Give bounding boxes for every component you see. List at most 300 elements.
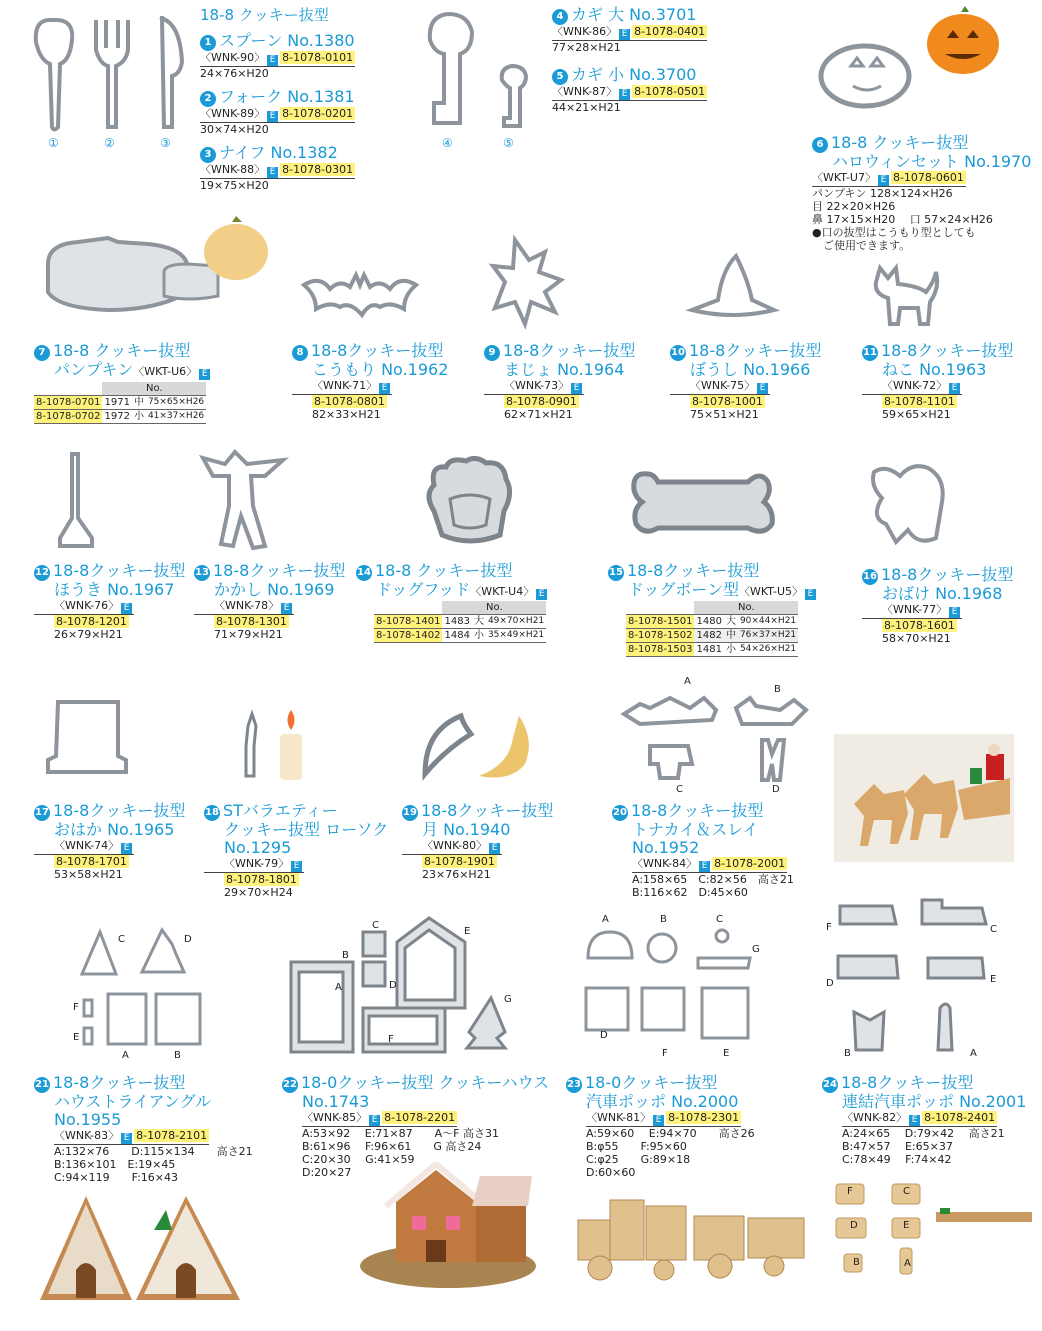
item-4-dims: 77×28×H21 (552, 41, 621, 54)
item-1-model: 〈WNK-90〉 (200, 51, 266, 64)
item-14-name2-line (356, 581, 549, 601)
item-2-badge: 2 (200, 91, 216, 107)
dog-paw-cutter-image (420, 455, 520, 550)
item-24-line-1: A:24×65 D:79×42 高さ21 (842, 1127, 1005, 1140)
item-14-row-1-dims: 49×70×H21 (486, 615, 546, 629)
item-15-row-1-dims: 90×44×H21 (738, 615, 798, 629)
e-icon: E (805, 589, 816, 600)
item-17-code (34, 839, 134, 855)
item-20-line-1: A:158×65 C:82×56 高さ21 (632, 873, 794, 886)
item-1-code (200, 51, 355, 67)
item-17-name1: 18-8クッキー抜型 (53, 801, 186, 820)
linked-train-cutters-image (832, 894, 1012, 1064)
item-1-title (200, 32, 355, 51)
item-23-line-2: B:φ55 F:95×60 (586, 1140, 687, 1153)
e-icon: E (489, 843, 500, 854)
item-15-name2-line (608, 581, 818, 601)
item-15-row-2-code: 8-1078-1502 (628, 630, 693, 641)
item-10-name1: 18-8クッキー抜型 (689, 341, 822, 360)
item-20-badge: 20 (612, 805, 628, 821)
item-6-line-1: パンプキン 128×124×H26 (812, 187, 953, 200)
item-15-row-1-code: 8-1078-1501 (628, 616, 693, 627)
item-1-3-block (200, 6, 355, 192)
item-8-model: 〈WNK-71〉 (312, 379, 378, 392)
item-15-row-2-size: 中 (725, 630, 736, 641)
item-14-badge: 14 (356, 565, 372, 581)
item-21-name2: ハウストライアングル (54, 1092, 212, 1111)
item-7-name2-line (34, 361, 212, 381)
item-12-block (34, 562, 185, 641)
item-10-badge: 10 (670, 345, 686, 361)
item-24-badge: 24 (822, 1077, 838, 1093)
label-b: B (853, 1257, 860, 1268)
item-15-badge: 15 (608, 565, 624, 581)
item-7-row-1-size: 中 (133, 397, 144, 408)
item-1-dims: 24×76×H20 (200, 67, 269, 80)
item-9-block (484, 342, 635, 421)
item-7-row-2-no: 1972 (104, 411, 130, 422)
label-b: B (844, 1048, 851, 1059)
label-b: B (174, 1050, 181, 1061)
item-9-name2: まじょ No.1964 (504, 360, 625, 379)
label-a: A (684, 676, 691, 687)
item-22-model: 〈WNK-85〉 (302, 1111, 368, 1124)
item-24-name2: 連結汽車ポッポ No.2001 (842, 1092, 1027, 1111)
e-icon: E (699, 861, 710, 872)
gingerbread-house-photo (356, 1162, 540, 1292)
item-15-row-3-code: 8-1078-1503 (628, 644, 693, 655)
item-19-name1: 18-8クッキー抜型 (421, 801, 554, 820)
label-f: F (826, 922, 832, 933)
item-23-code (586, 1111, 741, 1127)
item-3-code-value: 8-1078-0301 (282, 163, 354, 176)
table-row (374, 615, 546, 629)
table-row (374, 629, 546, 643)
cookie-train-photo (570, 1186, 810, 1288)
item-21-line-3: C:94×119 F:16×43 (54, 1171, 178, 1184)
gingerbread-triangle-house-photo (36, 1190, 246, 1310)
item-1-name: スプーン No.1380 (219, 31, 355, 50)
item-21-name1: 18-8クッキー抜型 (53, 1073, 186, 1092)
item-6-line-4: ●口の抜型はこうもり型としても (812, 226, 976, 239)
e-icon: E (267, 55, 278, 66)
item-7-row-1-dims: 75×65×H26 (146, 396, 206, 410)
item-23-line-3: C:φ25 G:89×18 (586, 1153, 691, 1166)
e-icon: E (281, 603, 292, 614)
item-18-dims: 29×70×H24 (224, 886, 293, 899)
item-16-name1: 18-8クッキー抜型 (881, 565, 1014, 584)
item-24-title (822, 1074, 1026, 1093)
item-24-code-value: 8-1078-2401 (924, 1111, 996, 1124)
item-21-code-value: 8-1078-2101 (136, 1129, 208, 1142)
circled-5: ⑤ (503, 136, 514, 150)
item-16-title (862, 566, 1013, 585)
item-14-row-1-code: 8-1078-1401 (376, 616, 441, 627)
item-1-code-value: 8-1078-0101 (282, 51, 354, 64)
table-row (626, 615, 798, 629)
label-a: A (335, 982, 342, 993)
item-15-row-1-no: 1480 (696, 616, 722, 627)
item-7-row-2-code: 8-1078-0702 (36, 411, 101, 422)
item-23-model: 〈WNK-81〉 (586, 1111, 652, 1124)
item-24-line-2: B:47×57 E:65×37 (842, 1140, 953, 1153)
item-14-row-2-code: 8-1078-1402 (376, 630, 441, 641)
item-5-model: 〈WNK-87〉 (552, 85, 618, 98)
item-11-block (862, 342, 1013, 421)
item-3-code (200, 163, 355, 179)
item-9-code (484, 379, 584, 395)
item-16-dims: 58×70×H21 (882, 632, 951, 645)
item-14-row-2-dims: 35×49×H21 (486, 629, 546, 643)
e-icon: E (619, 89, 630, 100)
item-8-dims: 82×33×H21 (312, 408, 381, 421)
label-e: E (464, 926, 471, 937)
reindeer-cookie-drawing (834, 734, 1014, 862)
item-21-badge: 21 (34, 1077, 50, 1093)
label-c: C (716, 914, 723, 925)
item-7-row-1-code: 8-1078-0701 (36, 397, 101, 408)
spoon-fork-knife-cutters-image (30, 12, 200, 132)
item-14-row-2-no: 1484 (444, 630, 470, 641)
e-icon: E (121, 1133, 132, 1144)
circled-4: ④ (442, 136, 453, 150)
item-5-code (552, 85, 707, 101)
item-1-badge: 1 (200, 35, 216, 51)
item-18-name1: STバラエティー (223, 801, 338, 820)
item-11-code (862, 379, 962, 395)
item-14-name2: ドッグフッド (376, 580, 471, 599)
broom-cutter-image (52, 448, 102, 553)
item-2-title (200, 88, 355, 107)
label-c: C (118, 934, 125, 945)
item-16-badge: 16 (862, 569, 878, 585)
item-10-dims: 75×51×H21 (690, 408, 759, 421)
item-11-code-value: 8-1078-1101 (884, 395, 955, 408)
label-c: C (372, 920, 379, 931)
item-13-badge: 13 (194, 565, 210, 581)
item-4-code-value: 8-1078-0401 (634, 25, 706, 38)
item-14-name1: 18-8 クッキー抜型 (375, 561, 513, 580)
item-6-line-3: 鼻 17×15×H20 口 57×24×H26 (812, 213, 993, 226)
item-7-name2: パンプキン (54, 360, 134, 379)
item-19-dims: 23×76×H21 (422, 868, 491, 881)
label-e: E (723, 1048, 730, 1059)
label-c: C (903, 1186, 910, 1197)
item-13-title (194, 562, 345, 581)
bat-cutter-image (300, 265, 420, 325)
e-icon: E (536, 589, 547, 600)
item-15-row-3-no: 1481 (696, 644, 722, 655)
circled-2: ② (104, 136, 115, 150)
item-19-title (402, 802, 553, 821)
reindeer-sleigh-cutters-image (620, 684, 830, 788)
item-24-line-3: C:78×49 F:74×42 (842, 1153, 952, 1166)
item-23-block (566, 1074, 755, 1179)
label-d: D (826, 978, 834, 989)
grave-cutter-image (42, 696, 132, 780)
item-14-title (356, 562, 549, 581)
item-19-model: 〈WNK-80〉 (422, 839, 488, 852)
item-12-name2: ほうき No.1967 (54, 580, 175, 599)
item-8-code (292, 379, 392, 395)
item-3-title (200, 144, 355, 163)
item-23-title (566, 1074, 755, 1093)
item-23-line-1: A:59×60 E:94×70 高さ26 (586, 1127, 755, 1140)
item-22-line-1: A:53×92 E:71×87 A～F 高さ31 (302, 1127, 499, 1140)
label-d: D (850, 1220, 858, 1231)
item-11-name2: ねこ No.1963 (882, 360, 987, 379)
item-22-line-2: B:61×96 F:96×61 G 高さ24 (302, 1140, 482, 1153)
item-6-title (812, 134, 1031, 153)
item-20-name1: 18-8クッキー抜型 (631, 801, 764, 820)
item-12-title (34, 562, 185, 581)
item-12-code-value: 8-1078-1201 (56, 615, 127, 628)
item-5-badge: 5 (552, 69, 568, 85)
item-22-code (302, 1111, 457, 1127)
pumpkin-cutters-image (38, 214, 268, 324)
e-icon: E (949, 607, 960, 618)
item-18-model: 〈WNK-79〉 (224, 857, 290, 870)
item-23-line-4: D:60×60 (586, 1166, 636, 1179)
e-icon: E (949, 383, 960, 394)
item-7-model: 〈WKT-U6〉 (133, 365, 198, 378)
item-15-model: 〈WKT-U5〉 (739, 585, 804, 598)
item-18-name2: クッキー抜型 ローソク (224, 820, 389, 839)
item-7-row-2-dims: 41×37×H26 (146, 410, 206, 424)
e-icon: E (757, 383, 768, 394)
item-19-code-value: 8-1078-1901 (424, 855, 495, 868)
item-6-line-2: 目 22×20×H26 (812, 200, 896, 213)
item-8-code-value: 8-1078-0801 (314, 395, 385, 408)
item-6-badge: 6 (812, 137, 828, 153)
item-8-block (292, 342, 448, 421)
item-23-badge: 23 (566, 1077, 582, 1093)
item-14-table-head: No. (442, 601, 546, 615)
item-19-badge: 19 (402, 805, 418, 821)
item-13-code-value: 8-1078-1301 (216, 615, 287, 628)
item-17-title (34, 802, 185, 821)
candle-cutter-image (234, 706, 314, 786)
item-6-model: 〈WKT-U7〉 (812, 171, 876, 184)
e-icon: E (571, 383, 582, 394)
item-7-badge: 7 (34, 345, 50, 361)
item-4-model: 〈WNK-86〉 (552, 25, 618, 38)
item-4-name: カギ 大 No.3701 (571, 5, 697, 24)
item-3-badge: 3 (200, 147, 216, 163)
item-12-dims: 26×79×H21 (54, 628, 123, 641)
item-7-title (34, 342, 212, 361)
item-10-code (670, 379, 770, 395)
item-5-title (552, 66, 707, 85)
halloween-set-image (815, 6, 1005, 126)
ghost-cutter-image (866, 458, 956, 553)
item-16-code (862, 603, 962, 619)
item-14-table (374, 601, 546, 643)
label-a: A (122, 1050, 129, 1061)
item-10-code-value: 8-1078-1001 (692, 395, 763, 408)
item-11-model: 〈WNK-72〉 (882, 379, 948, 392)
label-d: D (184, 934, 192, 945)
circled-1: ① (48, 136, 59, 150)
item-22-name2: No.1743 (302, 1092, 370, 1111)
label-g: G (504, 994, 512, 1005)
e-icon: E (619, 29, 630, 40)
label-a: A (970, 1048, 977, 1059)
table-row (626, 643, 798, 657)
item-16-block (862, 566, 1013, 645)
item-7-row-2-size: 小 (133, 411, 144, 422)
item-4-5-block (552, 6, 707, 114)
item-6-line-5: ご使用できます。 (812, 239, 911, 252)
item-20-line-2: B:116×62 D:45×60 (632, 886, 748, 899)
item-17-code-value: 8-1078-1701 (56, 855, 127, 868)
item-15-name1: 18-8クッキー抜型 (627, 561, 760, 580)
label-f: F (388, 1034, 394, 1045)
item-23-name1: 18-0クッキー抜型 (585, 1073, 718, 1092)
item-22-line-3: C:20×30 G:41×59 (302, 1153, 415, 1166)
item-17-model: 〈WNK-74〉 (54, 839, 120, 852)
item-9-title (484, 342, 635, 361)
item-12-code (34, 599, 134, 615)
label-b: B (342, 950, 349, 961)
item-7-name1: 18-8 クッキー抜型 (53, 341, 191, 360)
item-20-name2: トナカイ＆スレイ (632, 820, 759, 839)
item-15-row-1-size: 大 (725, 616, 736, 627)
item-13-code (194, 599, 294, 615)
item-8-badge: 8 (292, 345, 308, 361)
item-6-block (812, 134, 1031, 252)
item-18-block (204, 802, 388, 899)
label-c: C (990, 924, 997, 935)
table-row (626, 629, 798, 643)
item-22-code-value: 8-1078-2201 (384, 1111, 456, 1124)
moon-cutter-image (415, 710, 540, 785)
item-23-name2: 汽車ポッポ No.2000 (586, 1092, 739, 1111)
item-21-line-2: B:136×101 E:19×45 (54, 1158, 176, 1171)
item-18-name3: No.1295 (224, 838, 292, 857)
item-6-name1: 18-8 クッキー抜型 (831, 133, 969, 152)
item-7-table-head: No. (102, 382, 206, 396)
item-20-code (632, 857, 787, 873)
item-3-model: 〈WNK-88〉 (200, 163, 266, 176)
item-15-name2: ドッグボーン型 (628, 580, 740, 599)
label-f: F (847, 1186, 853, 1197)
item-20-block (612, 802, 794, 899)
e-icon: E (291, 861, 302, 872)
item-20-code-value: 8-1078-2001 (714, 857, 786, 870)
label-e: E (903, 1220, 910, 1231)
witch-cutter-image (485, 232, 575, 332)
linked-train-cookies-photo (830, 1178, 1035, 1288)
item-13-block (194, 562, 345, 641)
item-6-name2: ハロウィンセット No.1970 (832, 152, 1032, 171)
item-3-dims: 19×75×H20 (200, 179, 269, 192)
item-21-title (34, 1074, 253, 1093)
item-8-name2: こうもり No.1962 (312, 360, 449, 379)
item-20-title (612, 802, 794, 821)
item-3-name: ナイフ No.1382 (219, 143, 338, 162)
item-21-block (34, 1074, 253, 1184)
item-19-code (402, 839, 502, 855)
item-14-row-1-size: 大 (473, 616, 484, 627)
item-14-block (356, 562, 549, 643)
item-14-row-2-size: 小 (473, 630, 484, 641)
e-icon: E (909, 1115, 920, 1126)
circled-3: ③ (160, 136, 171, 150)
item-11-name1: 18-8クッキー抜型 (881, 341, 1014, 360)
item-15-row-2-no: 1482 (696, 630, 722, 641)
item-6-code (812, 171, 966, 187)
e-icon: E (653, 1115, 664, 1126)
hat-cutter-image (682, 250, 782, 325)
item-9-name1: 18-8クッキー抜型 (503, 341, 636, 360)
item-10-block (670, 342, 821, 421)
train-cutters-image (580, 918, 775, 1068)
label-a: A (904, 1258, 911, 1269)
item-12-name1: 18-8クッキー抜型 (53, 561, 186, 580)
item-2-code (200, 107, 355, 123)
item-12-badge: 12 (34, 565, 50, 581)
label-b: B (774, 684, 781, 695)
label-e: E (990, 974, 997, 985)
item-7-row-1-no: 1971 (104, 397, 130, 408)
item-22-line-4: D:20×27 (302, 1166, 352, 1179)
item-15-row-3-size: 小 (725, 644, 736, 655)
item-16-name2: おばけ No.1968 (882, 584, 1003, 603)
item-22-badge: 22 (282, 1077, 298, 1093)
item-14-row-1-no: 1483 (444, 616, 470, 627)
item-11-dims: 59×65×H21 (882, 408, 951, 421)
item-7-table (34, 382, 206, 424)
item-5-name: カギ 小 No.3700 (571, 65, 697, 84)
item-22-title (282, 1074, 549, 1093)
item-18-title (204, 802, 388, 821)
e-icon: E (121, 843, 132, 854)
label-f: F (73, 1002, 79, 1013)
item-10-name2: ぼうし No.1966 (690, 360, 811, 379)
table-row (34, 410, 206, 424)
cookie-house-cutters-image (285, 912, 515, 1062)
item-2-code-value: 8-1078-0201 (282, 107, 354, 120)
item-11-badge: 11 (862, 345, 878, 361)
item-6-code-value: 8-1078-0601 (892, 171, 964, 184)
dog-bone-cutter-image (628, 462, 778, 547)
item-13-dims: 71×79×H21 (214, 628, 283, 641)
item-13-model: 〈WNK-78〉 (214, 599, 280, 612)
table-row (34, 396, 206, 410)
label-d: D (389, 980, 397, 991)
key-cutters-image (420, 8, 550, 133)
item-17-dims: 53×58×H21 (54, 868, 123, 881)
item-15-row-3-dims: 54×26×H21 (738, 643, 798, 657)
item-13-name2: かかし No.1969 (214, 580, 335, 599)
item-21-name3: No.1955 (54, 1110, 122, 1129)
item-23-code-value: 8-1078-2301 (668, 1111, 740, 1124)
item-2-name: フォーク No.1381 (219, 87, 355, 106)
item-16-code-value: 8-1078-1601 (884, 619, 955, 632)
item-19-name2: 月 No.1940 (422, 820, 511, 839)
item-24-model: 〈WNK-82〉 (842, 1111, 908, 1124)
item-15-title (608, 562, 818, 581)
item-21-model: 〈WNK-83〉 (54, 1129, 120, 1142)
label-b: B (660, 914, 667, 925)
item-18-code (204, 857, 304, 873)
item-18-code-value: 8-1078-1801 (226, 873, 297, 886)
item-4-badge: 4 (552, 9, 568, 25)
item-2-model: 〈WNK-89〉 (200, 107, 266, 120)
item-10-model: 〈WNK-75〉 (690, 379, 756, 392)
item-24-block (822, 1074, 1026, 1166)
